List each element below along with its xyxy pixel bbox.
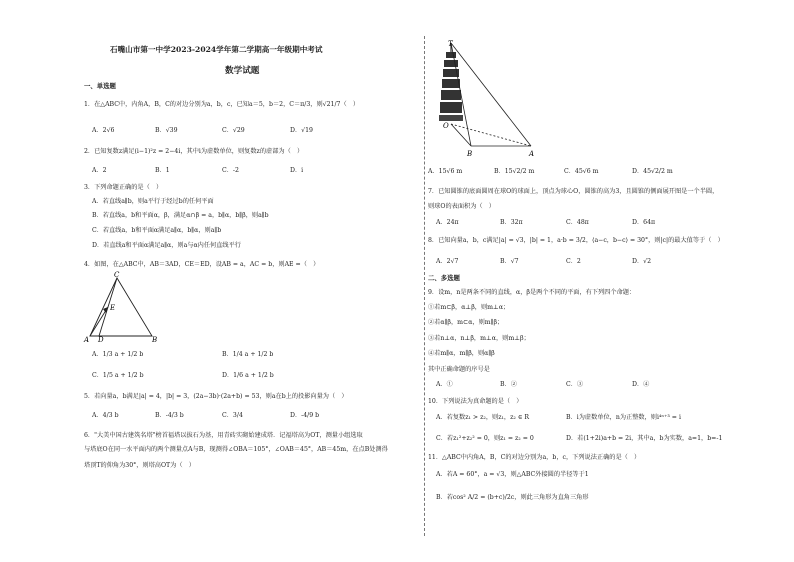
q10-option-c: C．若z₁²+z₂² = 0，则z₁ = z₂ = 0 xyxy=(436,435,534,442)
pagoda-icon xyxy=(439,43,463,121)
q8-option-a: A．2√7 xyxy=(436,258,459,265)
q7-option-c: C．48π xyxy=(566,219,589,226)
q6-line3: 塔顶T的仰角为30°，则塔高OT为（ ） xyxy=(84,462,195,469)
q9-proposition-4: ④若m∥α，m∥β，则α∥β xyxy=(428,350,495,357)
section-single-choice: 一、单选题 xyxy=(84,82,116,90)
q7-line1: 7．已知圆锥的底面圆周在球O的球面上，顶点为球心O，圆锥的高为3，且圆锥的侧面展开图是一个半圆， xyxy=(428,188,719,195)
q6-line1: 6．"大美中国古建筑名塔"榜首福塔以拔石为基，用青砖实砌始建成塔．记福塔高为OT，测量小组选取 xyxy=(84,432,363,439)
q2-stem: 2．已知复数z满足(i−1)²z = 2−4i，其中i为虚数单位，则复数z的虚部为（ ） xyxy=(84,148,304,155)
q7-option-b: B．32π xyxy=(500,219,523,226)
q2-option-b: B．1 xyxy=(155,167,170,174)
figure-label-t: T xyxy=(448,40,453,48)
exam-title: 石嘴山市第一中学2023-2024学年第二学期高一年级期中考试 xyxy=(110,45,323,54)
q9-option-b: B．② xyxy=(500,381,517,388)
figure-label-a: A xyxy=(84,336,90,342)
q9-proposition-1: ①若m⊂β，α⊥β，则m⊥α； xyxy=(428,304,510,311)
q8-option-d: D．√2 xyxy=(632,258,652,265)
q11-stem: 11．△ABC中内角A，B，C的对边分别为a，b，c，下列说法正确的是（ ） xyxy=(428,454,641,461)
q11-option-b: B．若cos² A/2 = (b+c)/2c，则此三角形为直角三角形 xyxy=(436,494,589,501)
q6-option-b: B．15√2/2 m xyxy=(494,168,535,175)
q1-option-d: D．√19 xyxy=(290,127,313,134)
q2-option-a: A．2 xyxy=(92,167,107,174)
section-multi-choice: 二、多选题 xyxy=(428,274,460,282)
q3-stem: 3．下列命题正确的是（ ） xyxy=(84,184,163,191)
q3-option-d: D．若直线a和平面α满足a∥α，则a与α内任何直线平行 xyxy=(92,242,241,249)
q9-ask: 其中正确命题的序号是 xyxy=(428,366,490,373)
q8-option-c: C．2 xyxy=(566,258,581,265)
q3-option-c: C．若直线a，b和平面α满足a∥α，b∥α，则a∥b xyxy=(92,227,222,234)
q4-stem: 4．如图，在△ABC中，AB＝3AD，CE＝ED，设AB = a，AC = b，则AE =（ ） xyxy=(84,261,320,268)
q9-proposition-2: ②若α∥β，m⊂α，则m∥β； xyxy=(428,319,504,326)
q3-option-a: A．若直线a∥b，则a平行于经过b的任何平面 xyxy=(92,198,214,205)
q1-option-a: A．2√6 xyxy=(92,127,115,134)
triangle-abc-figure xyxy=(82,270,162,342)
q10-option-a: A．若复数z₁ > z₂，则z₁，z₂ ∈ R xyxy=(436,414,530,421)
figure-label-o: O xyxy=(443,122,449,130)
q5-option-d: D．-4/9 b xyxy=(290,412,320,419)
q8-option-b: B．√7 xyxy=(500,258,519,265)
figure-label-c: C xyxy=(114,271,120,279)
pagoda-figure xyxy=(436,38,546,160)
q9-stem: 9．设m，n是两条不同的直线，α，β是两个不同的平面，有下列四个命题： xyxy=(428,289,636,296)
q6-option-d: D．45√2/2 m xyxy=(632,168,673,175)
q5-option-a: A．4/3 b xyxy=(92,412,119,419)
q7-option-d: D．64π xyxy=(632,219,656,226)
q7-option-a: A．24π xyxy=(436,219,459,226)
q3-option-b: B．若直线a，b和平面α，β，满足α∩β = a，b∥α，b∥β，则a∥b xyxy=(92,212,269,219)
figure-label-b2: B xyxy=(467,150,473,158)
q8-stem: 8．已知向量a，b，c满足|a| = √3，|b| = 1，a·b = 3/2，⟨a−c，b−c⟩ = 30°，则|c|的最大值等于（ ） xyxy=(428,237,724,244)
figure-label-d: D xyxy=(98,336,104,342)
figure-label-e: E xyxy=(110,304,116,312)
q7-line2: 则球O的表面积为（ ） xyxy=(428,203,495,210)
q2-option-c: C．-2 xyxy=(222,167,239,174)
figure-label-b: B xyxy=(152,336,158,342)
q4-option-b: B．1/4 a + 1/2 b xyxy=(222,351,274,358)
q2-option-d: D．i xyxy=(290,167,304,174)
q11-option-a: A．若A = 60°，a = √3，则△ABC外接圆的半径等于1 xyxy=(436,471,589,478)
q1-option-c: C．√29 xyxy=(222,127,245,134)
q6-option-c: C．45√6 m xyxy=(564,168,599,175)
q4-option-c: C．1/5 a + 1/2 b xyxy=(92,372,144,379)
q10-stem: 10．下列说法为真命题的是（ ） xyxy=(428,398,523,405)
figure-label-a2: A xyxy=(529,150,535,158)
q5-option-c: C．3/4 xyxy=(222,412,243,419)
q9-option-d: D．④ xyxy=(632,381,650,388)
q9-proposition-3: ③若n⊥α，n⊥β，m⊥α，则m⊥β； xyxy=(428,335,530,342)
q5-option-b: B．-4/3 b xyxy=(155,412,184,419)
q1-stem: 1．在△ABC中，内角A，B，C的对边分别为a，b，c，已知a＝5，b＝2，C＝π/3，则√21/7（ ） xyxy=(84,101,360,108)
q9-option-a: A．① xyxy=(436,381,453,388)
column-divider xyxy=(424,36,425,536)
q6-option-a: A．15√6 m xyxy=(428,168,463,175)
exam-subtitle: 数学试题 xyxy=(225,66,260,76)
q4-option-d: D．1/6 a + 1/2 b xyxy=(222,372,274,379)
q1-option-b: B．√39 xyxy=(155,127,178,134)
q10-option-d: D．若(1+2i)a+b = 2i，其中a，b为实数，a=1，b=-1 xyxy=(566,435,723,442)
q5-stem: 5．若向量a，b满足|a| = 4，|b| = 3，(2a−3b)·(2a+b) = 53，则a在b上的投影向量为（ ） xyxy=(84,393,348,400)
q10-option-b: B．i为虚数单位，n为正整数，则i⁴ⁿ⁺³ = i xyxy=(566,414,681,421)
q6-line2: 与塔底O在同一水平面内的两个测量点A与B，现测得∠OBA＝105°，∠OAB＝45°，AB＝45m，在点B处测得 xyxy=(84,446,388,453)
q9-option-c: C．③ xyxy=(566,381,584,388)
q4-option-a: A．1/3 a + 1/2 b xyxy=(92,351,144,358)
